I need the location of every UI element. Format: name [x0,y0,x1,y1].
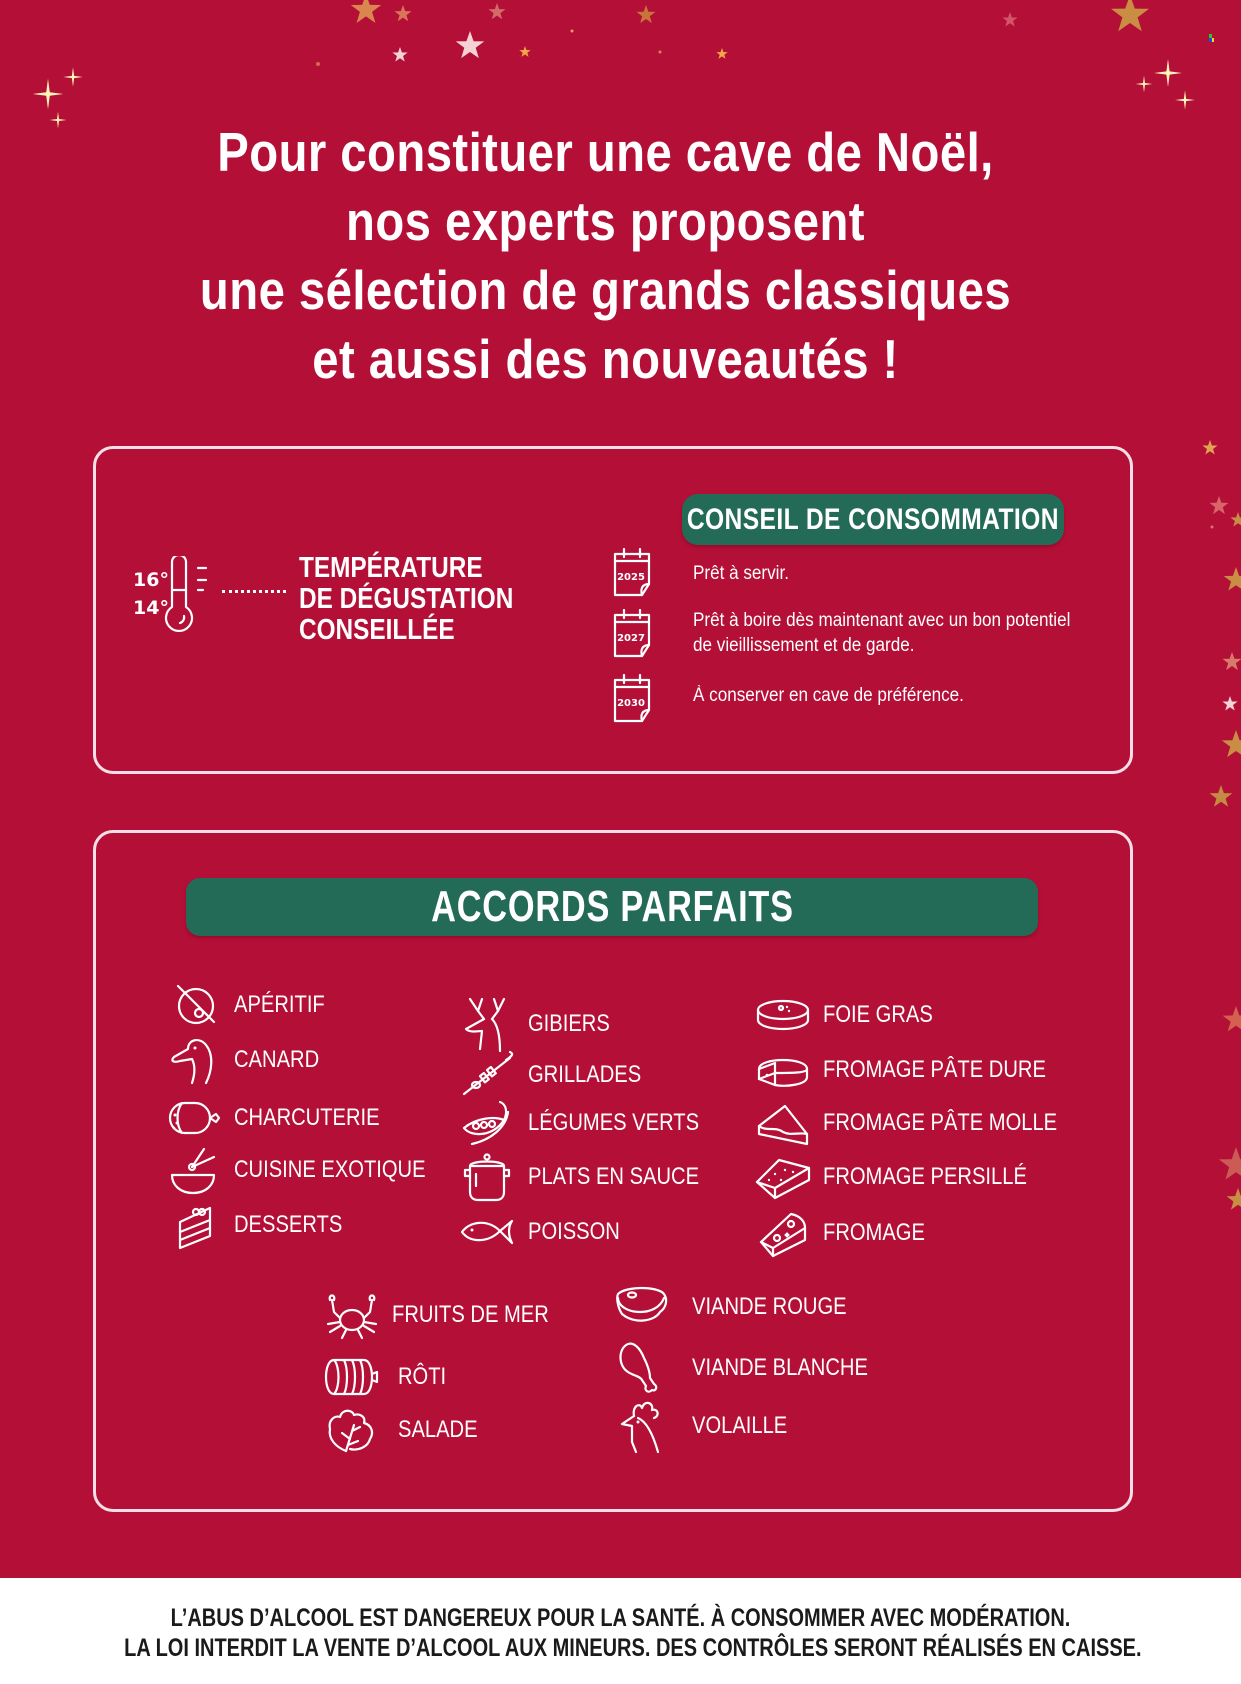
calendar-icon [612,607,652,659]
roast-icon [324,1352,380,1402]
conseil-item-text: À conserver en cave de préférence. [693,685,964,706]
accords-title: ACCORDS PARFAITS [430,882,794,931]
hard-cheese-icon [755,1045,811,1095]
pairing-item: CHARCUTERIE [166,1093,407,1143]
pairing-item: FRUITS DE MER [324,1290,579,1340]
calendar-icon [612,672,652,724]
svg-text:2027: 2027 [617,633,645,644]
calendar-icon [612,546,652,598]
blue-cheese-icon [755,1152,811,1202]
legal-warning-line: L’ABUS D’ALCOOL EST DANGEREUX POUR LA SANTÉ. À CONSOMMER AVEC MODÉRATION. [170,1604,1071,1632]
pairing-item: CANARD [166,1035,335,1085]
headline-line: Pour constituer une cave de Noël, [217,121,994,183]
svg-text:2030: 2030 [617,698,645,709]
dotted-leader [222,590,286,593]
pairing-item: APÉRITIF [166,980,342,1030]
pairing-item: VOLAILLE [614,1398,805,1454]
pairing-item: FROMAGE [755,1208,944,1258]
legal-warning-line: LA LOI INTERDIT LA VENTE D’ALCOOL AUX MINEURS. DES CONTRÔLES SERONT RÉALISÉS EN CAISSE. [124,1634,1142,1662]
accords-title-badge [186,878,1038,936]
pairing-item: PLATS EN SAUCE [460,1152,732,1202]
soft-cheese-icon [755,1098,811,1148]
pairing-item: RÔTI [324,1352,455,1402]
pairing-item: GIBIERS [460,995,625,1053]
thermometer-icon [160,556,220,646]
fish-icon [460,1207,516,1257]
rooster-icon [614,1398,670,1454]
pairing-item: GRILLADES [460,1050,663,1100]
deer-icon [460,995,516,1053]
temperature-label: TEMPÉRATURE DE DÉGUSTATION CONSEILLÉE [299,552,514,646]
headline-line: et aussi des nouveautés ! [312,328,899,390]
pairing-item: FOIE GRAS [755,990,954,1040]
headline-line: nos experts proposent [346,190,865,252]
pairing-item: POISSON [460,1207,637,1257]
skewer-icon [460,1050,516,1100]
temperature-low: 14° [133,597,169,619]
steak-icon [614,1282,670,1332]
pairing-item: FROMAGE PERSILLÉ [755,1152,1066,1202]
bowl-chopsticks-icon [166,1145,222,1195]
crab-icon [324,1290,380,1340]
foie-gras-icon [755,990,811,1040]
conseil-item-text: Prêt à boire dès maintenant avec un bon potentiel de vieillissement et de garde. [693,610,1071,656]
cheese-icon [755,1208,811,1258]
svg-text:2025: 2025 [617,572,645,583]
drumstick-icon [614,1340,670,1396]
headline-line: une sélection de grands classiques [199,259,1012,321]
sausage-icon [166,1093,222,1143]
pairing-item: CUISINE EXOTIQUE [166,1145,462,1195]
headline [0,118,1211,394]
conseil-title-badge [682,494,1064,545]
pairing-item: SALADE [324,1405,493,1455]
duck-icon [166,1035,222,1085]
pairing-item: VIANDE BLANCHE [614,1340,901,1396]
pairing-item: VIANDE ROUGE [614,1282,876,1332]
pairing-item: LÉGUMES VERTS [460,1098,732,1148]
cake-slice-icon [166,1200,222,1250]
pot-icon [460,1152,516,1202]
pairing-item: DESSERTS [166,1200,363,1250]
salad-icon [324,1405,380,1455]
pairing-item: FROMAGE PÂTE MOLLE [755,1098,1102,1148]
conseil-item-text: Prêt à servir. [693,563,789,584]
temperature-high: 16° [133,569,169,591]
olive-icon [166,980,222,1030]
pairing-item: FROMAGE PÂTE DURE [755,1045,1088,1095]
legal-footer [0,1578,1241,1684]
conseil-title: CONSEIL DE CONSOMMATION [686,502,1060,536]
peapod-icon [460,1098,516,1148]
